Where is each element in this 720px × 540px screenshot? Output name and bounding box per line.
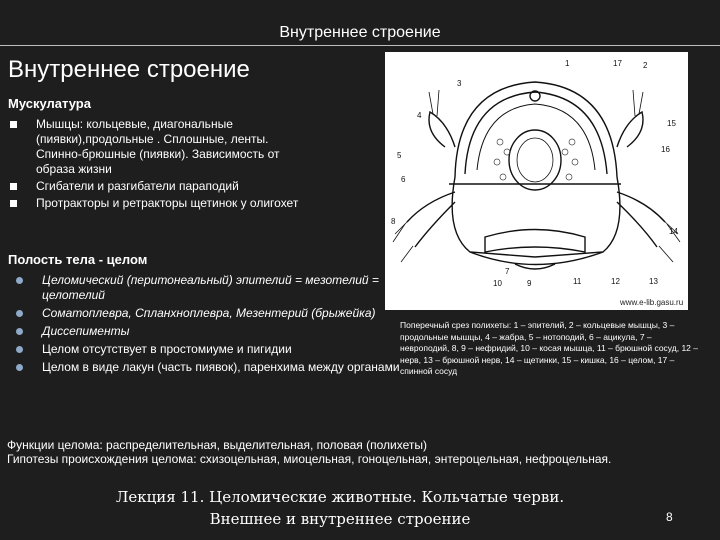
- figure-number-label: 16: [661, 145, 670, 154]
- figure-caption: Поперечный срез полихеты: 1 – эпителий, 2 – кольцевые мышцы, 3 – продольные мышцы, 4 – жабра, 5 – нотоподий, 6 – ацикула, 7 – невроподий, 8, 9 – нефридий, 10 – косая мышца, 11 – брюшной сосуд, 12 – нерв, 13 – брюшной нерв, 14 – щетинки, 15 – кишка, 16 – целом, 17 – спинной сосуд: [400, 320, 699, 376]
- coelom-notes: [7, 438, 647, 466]
- slide-title: Внутреннее строение: [8, 56, 250, 83]
- square-bullet-icon: [10, 200, 17, 207]
- lecture-title-line-1: Лекция 11. Целомические животные. Кольчатые черви.: [115, 488, 565, 506]
- figure-number-label: 7: [505, 267, 510, 276]
- figure-number-label: 11: [573, 277, 582, 286]
- figure-number-label: 14: [669, 227, 678, 236]
- musculature-list: [10, 117, 310, 213]
- list-item: Целом отсутствует в простомиуме и пигидии: [16, 342, 408, 357]
- figure-number-label: 4: [417, 111, 422, 120]
- figure-number-label: 13: [649, 277, 658, 286]
- round-bullet-icon: [16, 277, 23, 284]
- square-bullet-icon: [10, 183, 17, 190]
- round-bullet-icon: [16, 310, 23, 317]
- figure-number-label: 2: [643, 61, 648, 70]
- coelom-hypotheses-text: Гипотезы происхождения целома: схизоцельная, миоцельная, гоноцельная, энтероцельная, нефроцельная.: [7, 452, 612, 466]
- round-bullet-icon: [16, 364, 23, 371]
- figure-number-label: 6: [401, 175, 406, 184]
- list-item: Соматоплевра, Спланхноплевра, Мезентерий (брыжейка): [16, 306, 408, 321]
- figure-number-label: 1: [565, 59, 570, 68]
- round-bullet-icon: [16, 346, 23, 353]
- figure-number-label: 5: [397, 151, 402, 160]
- figure-number-label: 10: [493, 279, 502, 288]
- figure-number-label: 3: [457, 79, 462, 88]
- list-item: Протракторы и ретракторы щетинок у олигохет: [10, 196, 310, 211]
- figure-number-label: 9: [527, 279, 532, 288]
- round-bullet-icon: [16, 328, 23, 335]
- polychaete-cross-section-drawing: [385, 52, 688, 310]
- musculature-heading: Мускулатура: [8, 96, 91, 111]
- list-item: Сгибатели и разгибатели параподий: [10, 179, 310, 194]
- coelom-functions-text: Функции целома: распределительная, выделительная, половая (полихеты): [7, 438, 427, 452]
- polychaete-cross-section-figure: [385, 52, 688, 310]
- coelom-list: [16, 273, 408, 377]
- figure-number-label: 17: [613, 59, 622, 68]
- list-item: Мышцы: кольцевые, диагональные (пиявки),продольные . Сплошные, ленты. Спинно-брюшные (пиявки). Зависимость от образа жизни: [10, 117, 310, 177]
- lecture-title: [40, 486, 640, 530]
- window-title: Внутреннее строение: [279, 24, 441, 41]
- list-item: Диссепименты: [16, 324, 408, 339]
- page-number: 8: [666, 510, 673, 524]
- figure-number-label: 8: [391, 217, 396, 226]
- lecture-title-line-2: Внешнее и внутреннее строение: [209, 510, 471, 528]
- list-item: Целом в виде лакун (часть пиявок), паренхима между органами: [16, 360, 408, 375]
- square-bullet-icon: [10, 121, 17, 128]
- figure-number-label: 15: [667, 119, 676, 128]
- figure-number-label: 12: [611, 277, 620, 286]
- list-item: Целомический (перитонеальный) эпителий = мезотелий = целотелий: [16, 273, 408, 303]
- coelom-heading: Полость тела - целом: [8, 252, 148, 267]
- figure-source-url: www.e-lib.gasu.ru: [620, 298, 684, 307]
- title-divider: [0, 45, 720, 46]
